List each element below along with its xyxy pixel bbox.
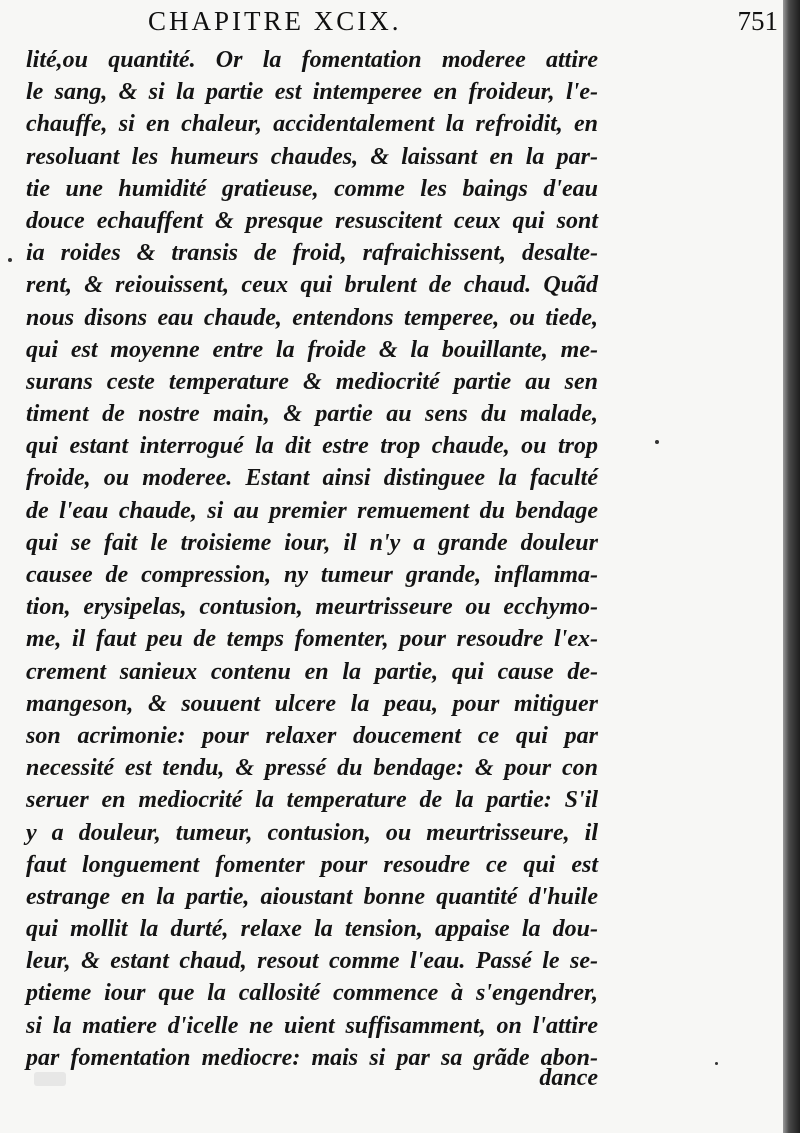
text-line: estrange en la partie, aioustant bonne quantité d'huile [26,883,598,910]
text-line: froide, ou moderee. Estant ainsi distinguee la faculté [26,465,598,492]
text-line: qui estant interrogué la dit estre trop chaude, ou trop [26,433,598,460]
text-line: surans ceste temperature & mediocrité partie au sen [26,368,598,395]
text-line: necessité est tendu, & pressé du bendage: & pour con [26,755,598,782]
text-line: ptieme iour que la callosité commence à s'engendrer, [26,980,598,1007]
text-line: qui est moyenne entre la froide & la bouillante, me- [26,336,598,363]
ink-speck [655,440,659,444]
text-line: causee de compression, ny tumeur grande, inflamma- [26,562,598,588]
text-line: si la matiere d'icelle ne uient suffisamment, on l'attire [26,1012,598,1039]
text-line: lité,ou quantité. Or la fomentation moderee attire [26,47,598,73]
text-line: le sang, & si la partie est intemperee en froideur, l'e- [26,79,598,106]
text-line: me, il faut peu de temps fomenter, pour resoudre l'ex- [26,626,598,653]
text-line: timent de nostre main, & partie au sens du malade, [26,401,598,428]
text-line: tion, erysipelas, contusion, meurtrisseure ou ecchymo- [26,594,598,621]
ink-speck [8,258,12,262]
running-head: CHAPITRE XCIX. [148,6,402,36]
page-header [148,6,778,40]
catchword: dance [539,1065,598,1091]
ink-speck [715,1062,718,1065]
text-line: qui se fait le troisieme iour, il n'y a grande douleur [26,529,598,556]
text-line: de l'eau chaude, si au premier remuement du bendage [26,497,598,524]
text-line: mangeson, & souuent ulcere la peau, pour mitiguer [26,690,598,717]
text-line: faut longuement fomenter pour resoudre ce qui est [26,851,598,878]
text-line: leur, & estant chaud, resout comme l'eau. Passé le se- [26,948,598,975]
text-line: par fomentation mediocre: mais si par sa grãde abon- [26,1044,598,1071]
body-text [26,44,598,1074]
text-line: nous disons eau chaude, entendons temperee, ou tiede, [26,304,598,331]
text-line: douce echauffent & presque resuscitent ceux qui sont [26,207,598,234]
text-line: ia roides & transis de froid, rafraichissent, desalte- [26,240,598,267]
ink-bleed-mark [34,1072,66,1086]
page-number: 751 [737,6,778,36]
text-line: son acrimonie: pour relaxer doucement ce qui par [26,722,598,749]
text-line: crement sanieux contenu en la partie, qui cause de- [26,658,598,685]
text-line: qui mollit la durté, relaxe la tension, appaise la dou- [26,916,598,943]
text-line: tie une humidité gratieuse, comme les baings d'eau [26,175,598,202]
text-line: y a douleur, tumeur, contusion, ou meurtrisseure, il [26,819,598,846]
text-line: rent, & reiouissent, ceux qui brulent de chaud. Quãd [26,272,598,299]
text-line: resoluant les humeurs chaudes, & laissant en la par- [26,143,598,170]
page-edge-shadow [783,0,800,1133]
text-line: chauffe, si en chaleur, accidentalement la refroidit, en [26,111,598,138]
text-line: seruer en mediocrité la temperature de la partie: S'il [26,787,598,814]
